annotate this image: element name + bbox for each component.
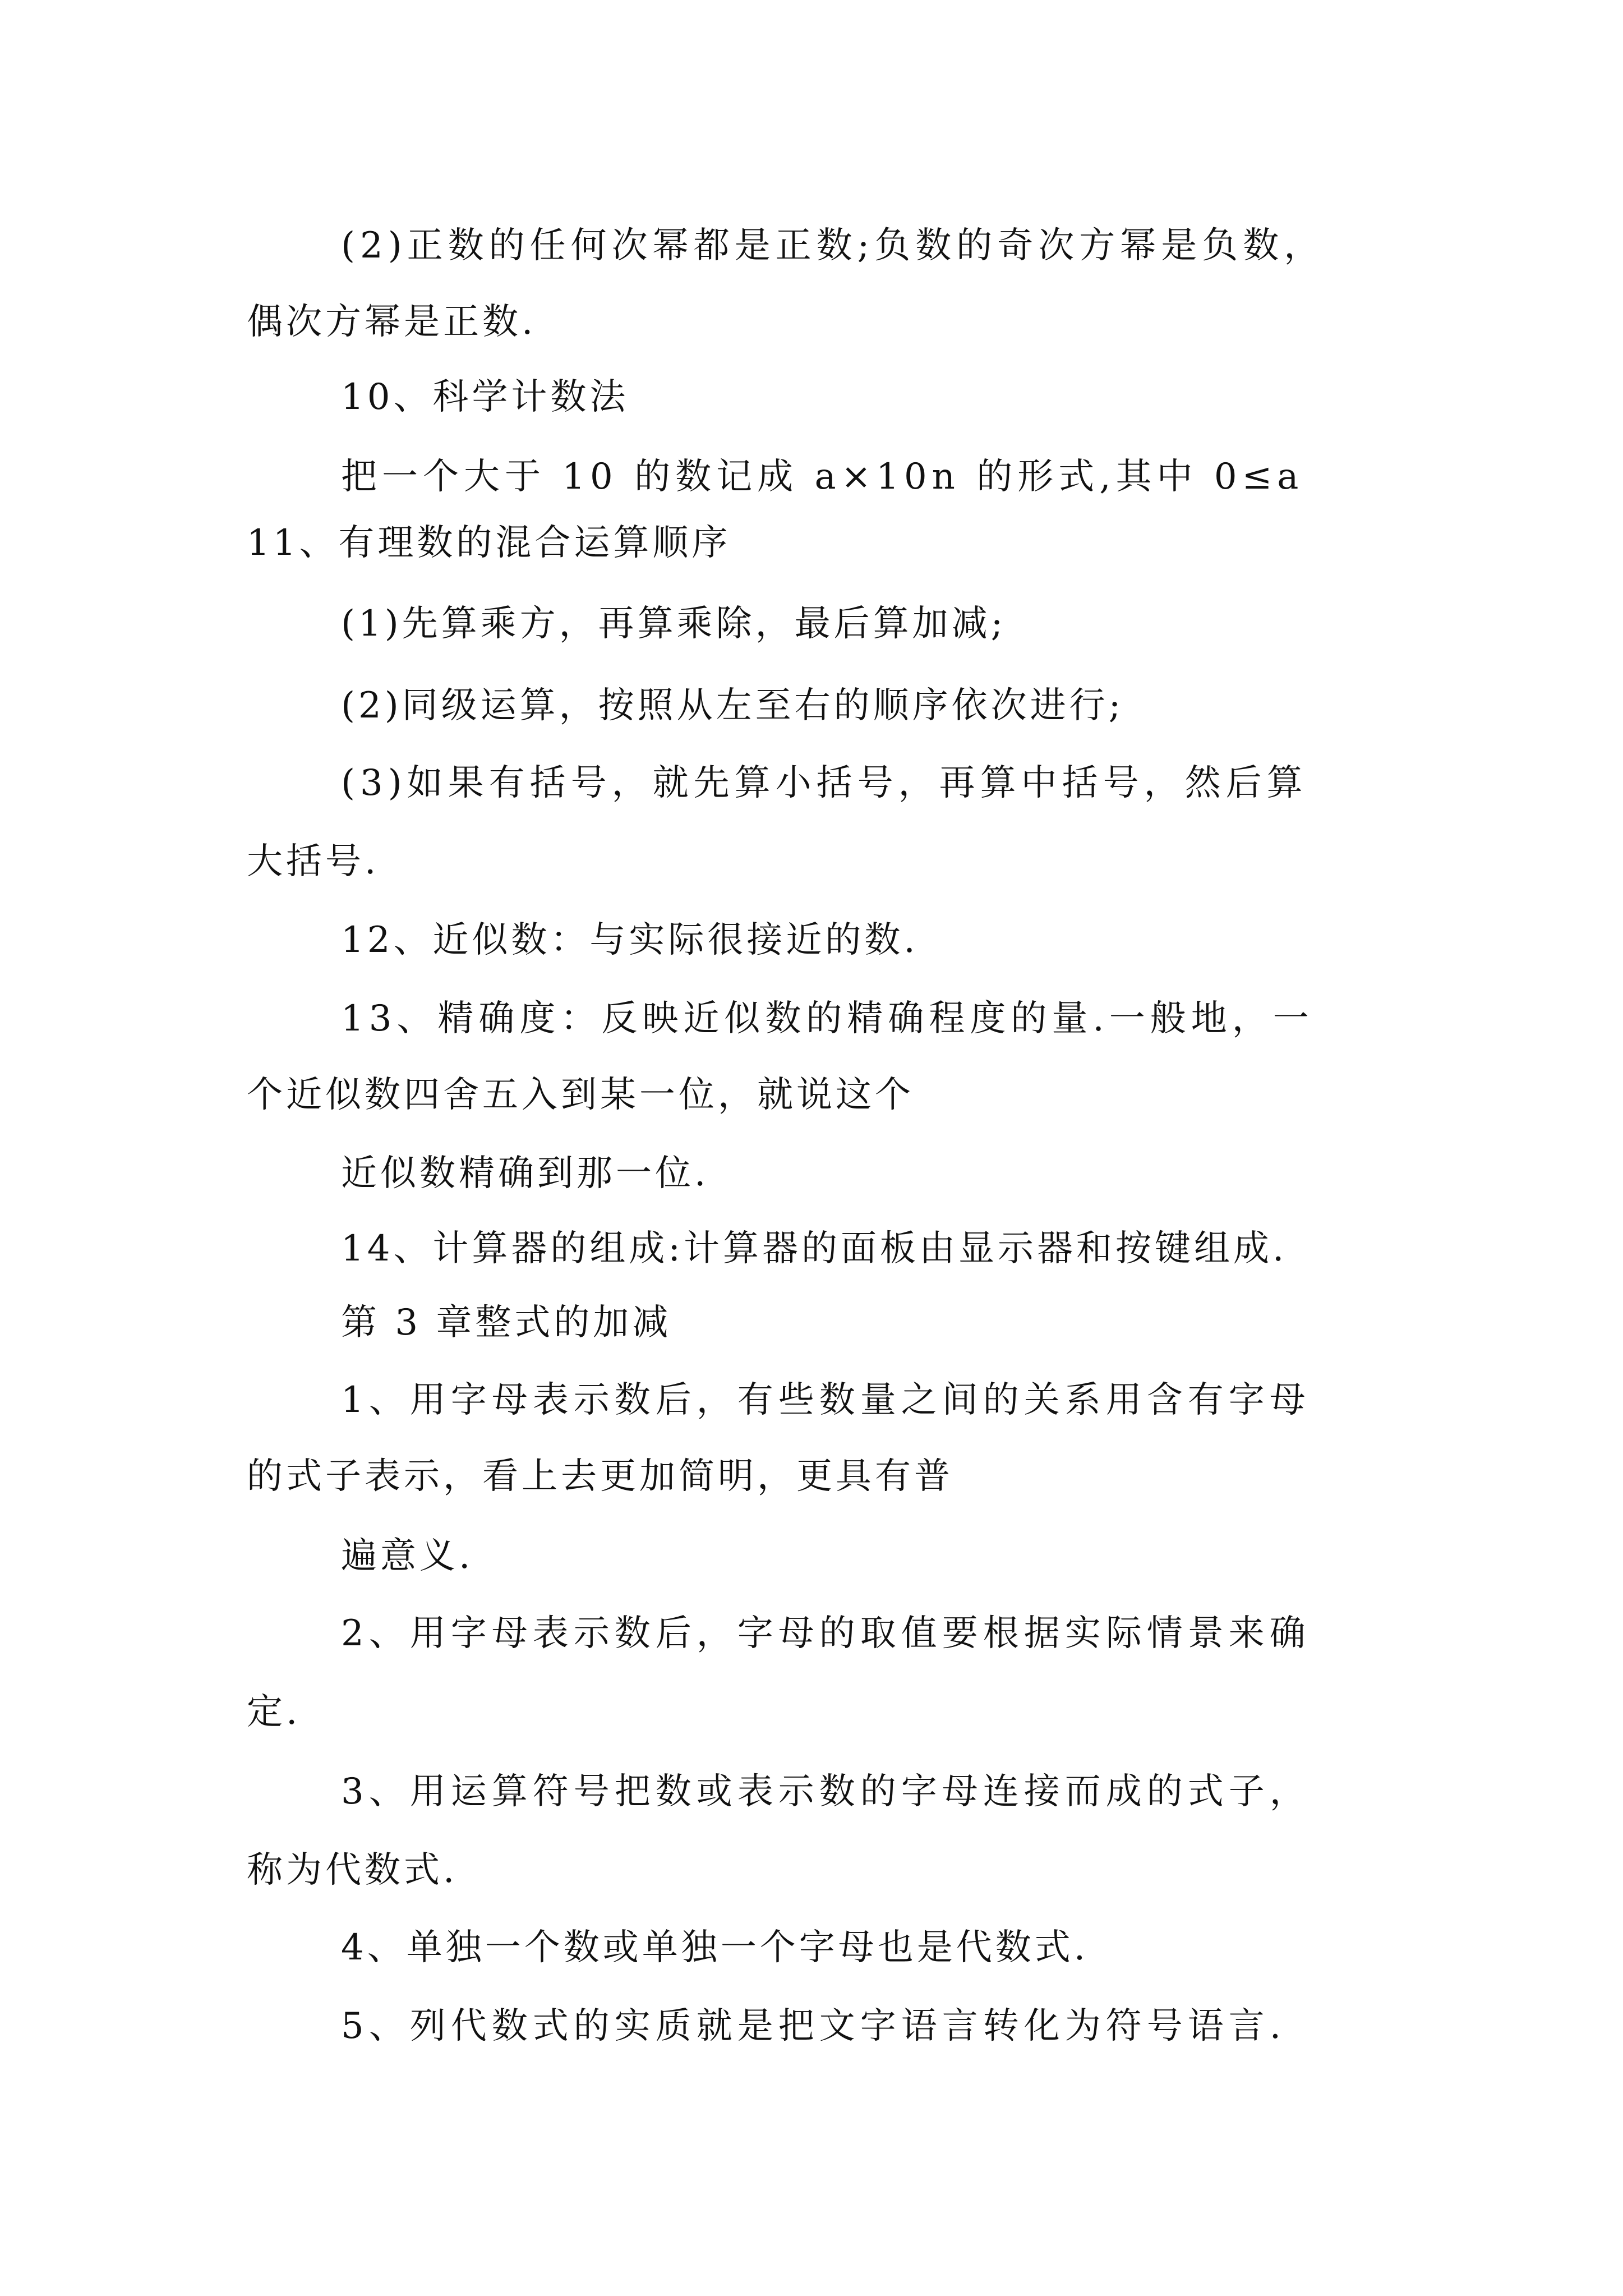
- list-item: (1)先算乘方，再算乘除，最后算加减;: [341, 603, 1007, 645]
- section-heading: 11、有理数的混合运算顺序: [247, 522, 731, 564]
- section-heading: 10、科学计数法: [341, 376, 629, 418]
- text-line: (2)正数的任何次幂都是正数;负数的奇次方幂是负数，: [341, 225, 1325, 266]
- list-item: 5、列代数式的实质就是把文字语言转化为符号语言.: [341, 2005, 1287, 2047]
- list-item: (2)同级运算，按照从左至右的顺序依次进行;: [341, 685, 1124, 726]
- text-line: 遍意义.: [341, 1535, 474, 1577]
- section-heading: 14、计算器的组成:计算器的面板由显示器和按键组成.: [341, 1228, 1288, 1269]
- text-line: 的式子表示，看上去更加简明，更具有普: [247, 1456, 953, 1497]
- list-item: 2、用字母表示数后，字母的取值要根据实际情景来确: [341, 1613, 1311, 1654]
- list-item: (3)如果有括号，就先算小括号，再算中括号，然后算: [341, 762, 1308, 804]
- text-line: 大括号.: [247, 841, 380, 882]
- text-line: 称为代数式.: [247, 1849, 458, 1891]
- text-line: 偶次方幂是正数.: [247, 301, 537, 343]
- section-heading: 12、近似数：与实际很接近的数.: [341, 919, 919, 961]
- chapter-heading: 第 3 章整式的加减: [341, 1302, 672, 1343]
- text-line: 近似数精确到那一位.: [341, 1153, 709, 1194]
- list-item: 1、用字母表示数后，有些数量之间的关系用含有字母: [341, 1379, 1311, 1421]
- text-line: 把一个大于 10 的数记成 a×10n 的形式,其中 0≤a: [341, 456, 1304, 498]
- text-line: 个近似数四舍五入到某一位，就说这个: [247, 1074, 914, 1116]
- text-line: 定.: [247, 1691, 301, 1733]
- list-item: 3、用运算符号把数或表示数的字母连接而成的式子，: [341, 1771, 1311, 1812]
- section-heading: 13、精确度：反映近似数的精确程度的量.一般地，一: [341, 998, 1314, 1039]
- list-item: 4、单独一个数或单独一个字母也是代数式.: [341, 1927, 1089, 1968]
